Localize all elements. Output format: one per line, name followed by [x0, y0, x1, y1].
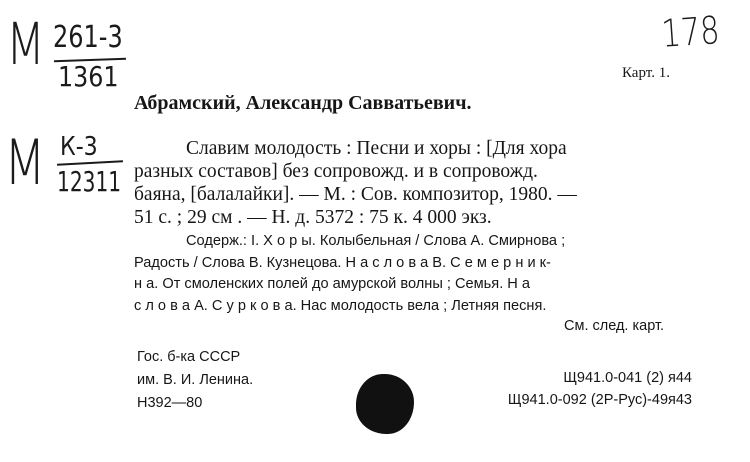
bibliographic-entry: [134, 137, 694, 229]
classification-block: [508, 367, 692, 411]
handwritten-card-number: 178: [660, 7, 721, 56]
entry-line: 51 с. ; 29 см . — Н. д. 5372 : 75 к. 4 000 экз.: [134, 207, 492, 228]
handwritten-shelf-mark-1: М: [6, 10, 46, 78]
classification-line: Щ941.0-041 (2) я44: [563, 370, 692, 386]
entry-line: разных составов] без сопровожд. и в сопровожд.: [134, 161, 538, 182]
contents-note: [134, 231, 694, 317]
classification-line: Щ941.0-092 (2Р-Рус)-49я43: [507, 392, 692, 408]
handwritten-inventory-1: 1361: [58, 60, 119, 93]
punch-hole: [356, 374, 414, 434]
handwritten-inventory-2: 12311: [57, 165, 122, 198]
entry-line: Славим молодость : Песни и хоры : [Для хора: [186, 138, 567, 159]
handwritten-shelf-code-2: К-3: [60, 132, 98, 162]
handwritten-shelf-mark-2: М: [4, 126, 46, 199]
card-label: Карт. 1.: [622, 65, 670, 81]
contents-line: н а. От смоленских полей до амурской волны ; Семья. Н а: [134, 276, 531, 292]
handwritten-shelf-code-1: 261-3: [53, 20, 123, 55]
contents-line: с л о в а А. С у р к о в а. Нас молодость вела ; Летняя песня.: [134, 297, 547, 314]
library-line: Гос. б-ка СССР: [137, 349, 241, 365]
library-line: им. В. И. Ленина.: [137, 372, 254, 388]
library-block: [137, 346, 253, 415]
author-heading: Абрамский, Александр Савватьевич.: [134, 92, 472, 114]
entry-line: баяна, [балалайки]. — М. : Сов. композитор, 1980. —: [134, 184, 577, 205]
see-next-card: См. след. карт.: [564, 318, 665, 334]
contents-line: Радость / Слова В. Кузнецова. Н а с л о в а В. С е м е р н и к-: [134, 254, 551, 271]
contents-line: Содерж.: I. Х о р ы. Колыбельная / Слова А. Смирнова ;: [186, 233, 566, 249]
library-line: Н392—80: [137, 395, 203, 411]
